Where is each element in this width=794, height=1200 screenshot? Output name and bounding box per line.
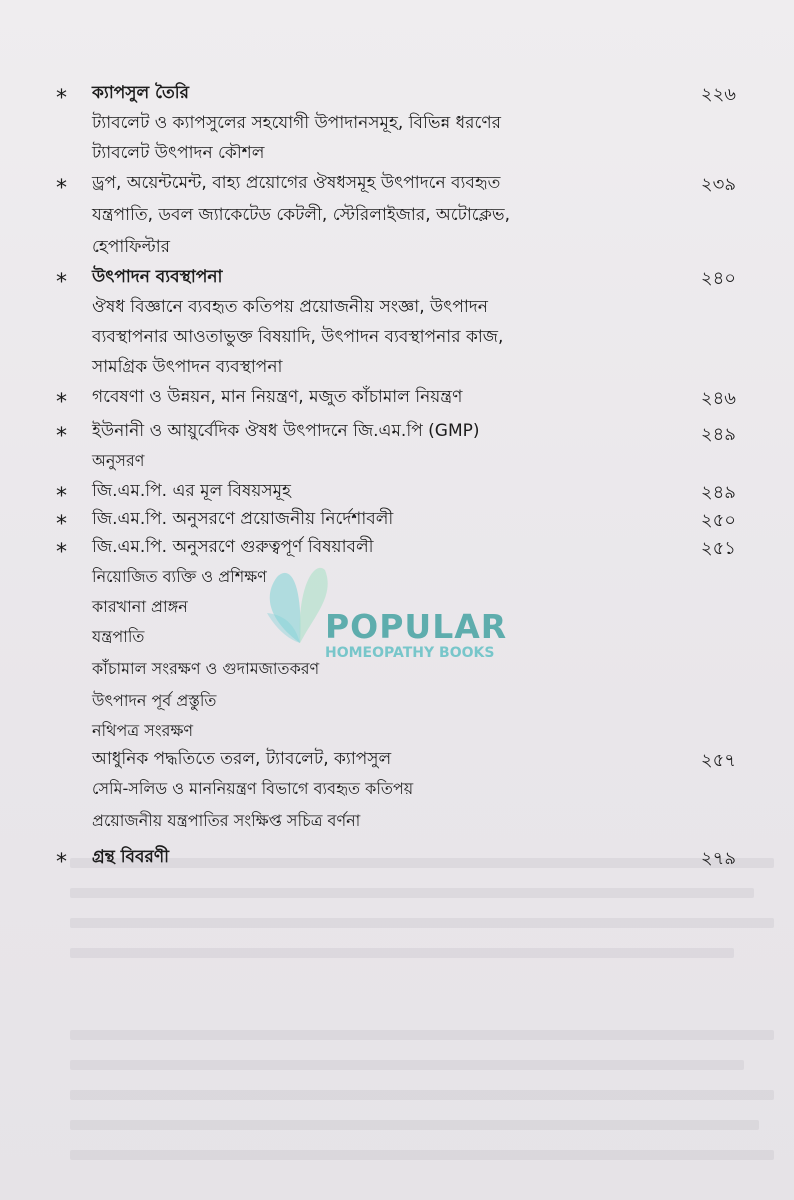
toc-page-number: ২৫৭ (700, 750, 736, 771)
publisher-watermark (255, 555, 545, 665)
bullet-star: * (56, 270, 67, 295)
toc-entry-line: সেমি-সলিড ও মাননিয়ন্ত্রণ বিভাগে ব্যবহৃত কতিপয় (92, 779, 414, 798)
bullet-star: * (56, 512, 67, 537)
toc-entry-line: প্রয়োজনীয় যন্ত্রপাতির সংক্ষিপ্ত সচিত্র বর্ণনা (92, 811, 361, 830)
watermark-subtitle: HOMEOPATHY BOOKS (325, 645, 495, 661)
toc-page-number: ২৪৯ (700, 482, 736, 503)
toc-entry-title: গবেষণা ও উন্নয়ন, মান নিয়ন্ত্রণ, মজুত কাঁচামাল নিয়ন্ত্রণ (92, 387, 463, 407)
toc-page-number: ২৪৯ (700, 424, 736, 445)
watermark-title: POPULAR (325, 607, 508, 646)
bleed-through (70, 1150, 774, 1160)
toc-entry-line: কাঁচামাল সংরক্ষণ ও গুদামজাতকরণ (92, 659, 320, 678)
bleed-through (70, 1060, 744, 1070)
toc-entry-line: কারখানা প্রাঙ্গন (92, 597, 188, 616)
bullet-star: * (56, 86, 67, 111)
toc-entry-line: ব্যবস্থাপনার আওতাভুক্ত বিষয়াদি, উৎপাদন ব্যবস্থাপনার কাজ, (92, 327, 504, 347)
bullet-star: * (56, 390, 67, 415)
toc-entry-line: নথিপত্র সংরক্ষণ (92, 721, 194, 740)
toc-entry-line: ট্যাবলেট উৎপাদন কৌশল (92, 143, 265, 163)
bullet-star: * (56, 850, 67, 875)
toc-page-number: ২৩৯ (700, 174, 736, 195)
toc-page-number: ২২৬ (700, 84, 736, 105)
toc-entry-line: হেপাফিল্টার (92, 237, 170, 257)
toc-entry-title: ড্রপ, অয়েন্টমেন্ট, বাহ্য প্রয়োগের ঔষধসমূহ উৎপাদনে ব্যবহৃত (92, 173, 501, 193)
bleed-through (70, 1120, 759, 1130)
bleed-through (70, 1030, 774, 1040)
toc-page-number: ২৫১ (700, 538, 736, 559)
toc-entry-line: সামগ্রিক উৎপাদন ব্যবস্থাপনা (92, 357, 283, 377)
bullet-star: * (56, 424, 67, 449)
toc-entry-title: ইউনানী ও আয়ুর্বেদিক ঔষধ উৎপাদনে জি.এম.পি (GMP) (92, 421, 480, 441)
toc-entry-line: উৎপাদন পূর্ব প্রস্তুতি (92, 691, 217, 710)
toc-entry-title: জি.এম.পি. এর মূল বিষয়সমূহ (92, 481, 291, 501)
toc-entry-title: জি.এম.পি. অনুসরণে গুরুত্বপূর্ণ বিষয়াবলী (92, 537, 374, 557)
toc-entry-title: ক্যাপসুল তৈরি (92, 83, 189, 103)
toc-page-number: ২৪০ (700, 268, 736, 289)
bleed-through (70, 918, 774, 928)
toc-entry-line: যন্ত্রপাতি (92, 627, 145, 646)
bullet-star: * (56, 484, 67, 509)
bleed-through (70, 1090, 774, 1100)
toc-entry-line: যন্ত্রপাতি, ডবল জ্যাকেটেড কেটলী, স্টেরিলাইজার, অটোক্লেভ, (92, 205, 510, 225)
toc-page-number: ২৫০ (700, 510, 736, 531)
toc-page-number: ২৪৬ (700, 388, 736, 409)
toc-entry-title: জি.এম.পি. অনুসরণে প্রয়োজনীয় নির্দেশাবলী (92, 509, 394, 529)
toc-entry-line: নিয়োজিত ব্যক্তি ও প্রশিক্ষণ (92, 567, 267, 586)
toc-entry-line: ঔষধ বিজ্ঞানে ব্যবহৃত কতিপয় প্রয়োজনীয় সংজ্ঞা, উৎপাদন (92, 297, 488, 317)
bullet-star: * (56, 176, 67, 201)
toc-page-number: ২৭৯ (700, 848, 736, 869)
bleed-through (70, 948, 734, 958)
toc-entry-title: আধুনিক পদ্ধতিতে তরল, ট্যাবলেট, ক্যাপসুল (92, 749, 392, 769)
bleed-through (70, 858, 774, 868)
toc-entry-line: অনুসরণ (92, 451, 145, 470)
bullet-star: * (56, 540, 67, 565)
toc-entry-title: উৎপাদন ব্যবস্থাপনা (92, 267, 223, 287)
toc-entry-title: গ্রন্থ বিবরণী (92, 847, 169, 867)
toc-entry-line: ট্যাবলেট ও ক্যাপসুলের সহযোগী উপাদানসমূহ, বিভিন্ন ধরণের (92, 113, 501, 133)
bleed-through (70, 888, 754, 898)
